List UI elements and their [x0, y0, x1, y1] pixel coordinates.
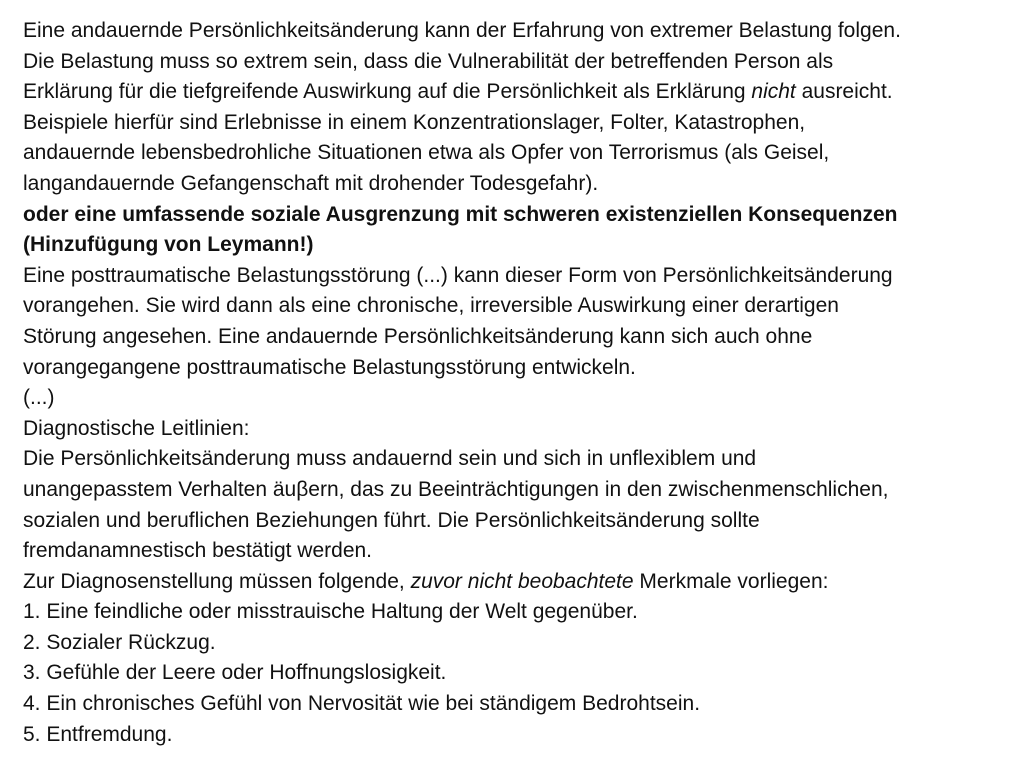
- criteria-intro-tail: Merkmale vorliegen:: [633, 569, 829, 593]
- paragraph-3-line-4: fremdanamnestisch bestätigt werden.: [23, 539, 373, 563]
- ellipsis: (...): [23, 386, 55, 410]
- paragraph-3-line-2: unangepasstem Verhalten äuβern, das zu Beeinträchtigungen in den zwischenmenschlichen,: [23, 477, 889, 501]
- paragraph-2-line-3: Störung angesehen. Eine andauernde Persönlichkeitsänderung kann sich auch ohne: [23, 324, 813, 348]
- paragraph-1-line-5: andauernde lebensbedrohliche Situationen etwa als Opfer von Terrorismus (als Geisel,: [23, 141, 830, 165]
- paragraph-2-line-1: Eine posttraumatische Belastungsstörung (...) kann dieser Form von Persönlichkeitsänderung: [23, 263, 893, 287]
- criteria-item-3: 3. Gefühle der Leere oder Hoffnungslosigkeit.: [23, 661, 447, 685]
- paragraph-3-line-1: Die Persönlichkeitsänderung muss andauernd sein und sich in unflexiblem und: [23, 447, 757, 471]
- criteria-item-5: 5. Entfremdung.: [23, 722, 173, 746]
- paragraph-1-line-3: [23, 77, 1008, 108]
- addition-line-1: oder eine umfassende soziale Ausgrenzung mit schweren existenziellen Konsequenzen: [23, 202, 898, 226]
- criteria-item-1: 1. Eine feindliche oder misstrauische Haltung der Welt gegenüber.: [23, 600, 638, 624]
- criteria-item-4: 4. Ein chronisches Gefühl von Nervosität wie bei ständigem Bedrohtsein.: [23, 692, 701, 716]
- criteria-item-2: 2. Sozialer Rückzug.: [23, 630, 216, 654]
- criteria-intro: [23, 567, 1008, 598]
- paragraph-1-line-3-tail: ausreicht.: [795, 80, 893, 104]
- paragraph-1-line-3-text: Erklärung für die tiefgreifende Auswirkung auf die Persönlichkeit als Erklärung: [23, 80, 752, 104]
- paragraph-1-line-6: langandauernde Gefangenschaft mit drohender Todesgefahr).: [23, 171, 599, 195]
- paragraph-2-line-2: vorangehen. Sie wird dann als eine chronische, irreversible Auswirkung einer derartigen: [23, 294, 839, 318]
- guidelines-heading: Diagnostische Leitlinien:: [23, 416, 250, 440]
- paragraph-3-line-3: sozialen und beruflichen Beziehungen führt. Die Persönlichkeitsänderung sollte: [23, 508, 760, 532]
- emphasis-nicht: nicht: [751, 80, 796, 104]
- slide-text-block: [23, 16, 1008, 750]
- criteria-intro-text: Zur Diagnosenstellung müssen folgende,: [23, 569, 411, 593]
- criteria-intro-emphasis: zuvor nicht beobachtete: [410, 569, 634, 593]
- paragraph-1-line-1: Eine andauernde Persönlichkeitsänderung kann der Erfahrung von extremer Belastung folgen.: [23, 19, 901, 42]
- addition-line-2: (Hinzufügung von Leymann!): [23, 233, 314, 257]
- paragraph-2-line-4: vorangegangene posttraumatische Belastungsstörung entwickeln.: [23, 355, 636, 379]
- paragraph-1-line-4: Beispiele hierfür sind Erlebnisse in einem Konzentrationslager, Folter, Katastrophen,: [23, 110, 806, 134]
- paragraph-1-line-2: Die Belastung muss so extrem sein, dass die Vulnerabilität der betreffenden Person als: [23, 49, 834, 73]
